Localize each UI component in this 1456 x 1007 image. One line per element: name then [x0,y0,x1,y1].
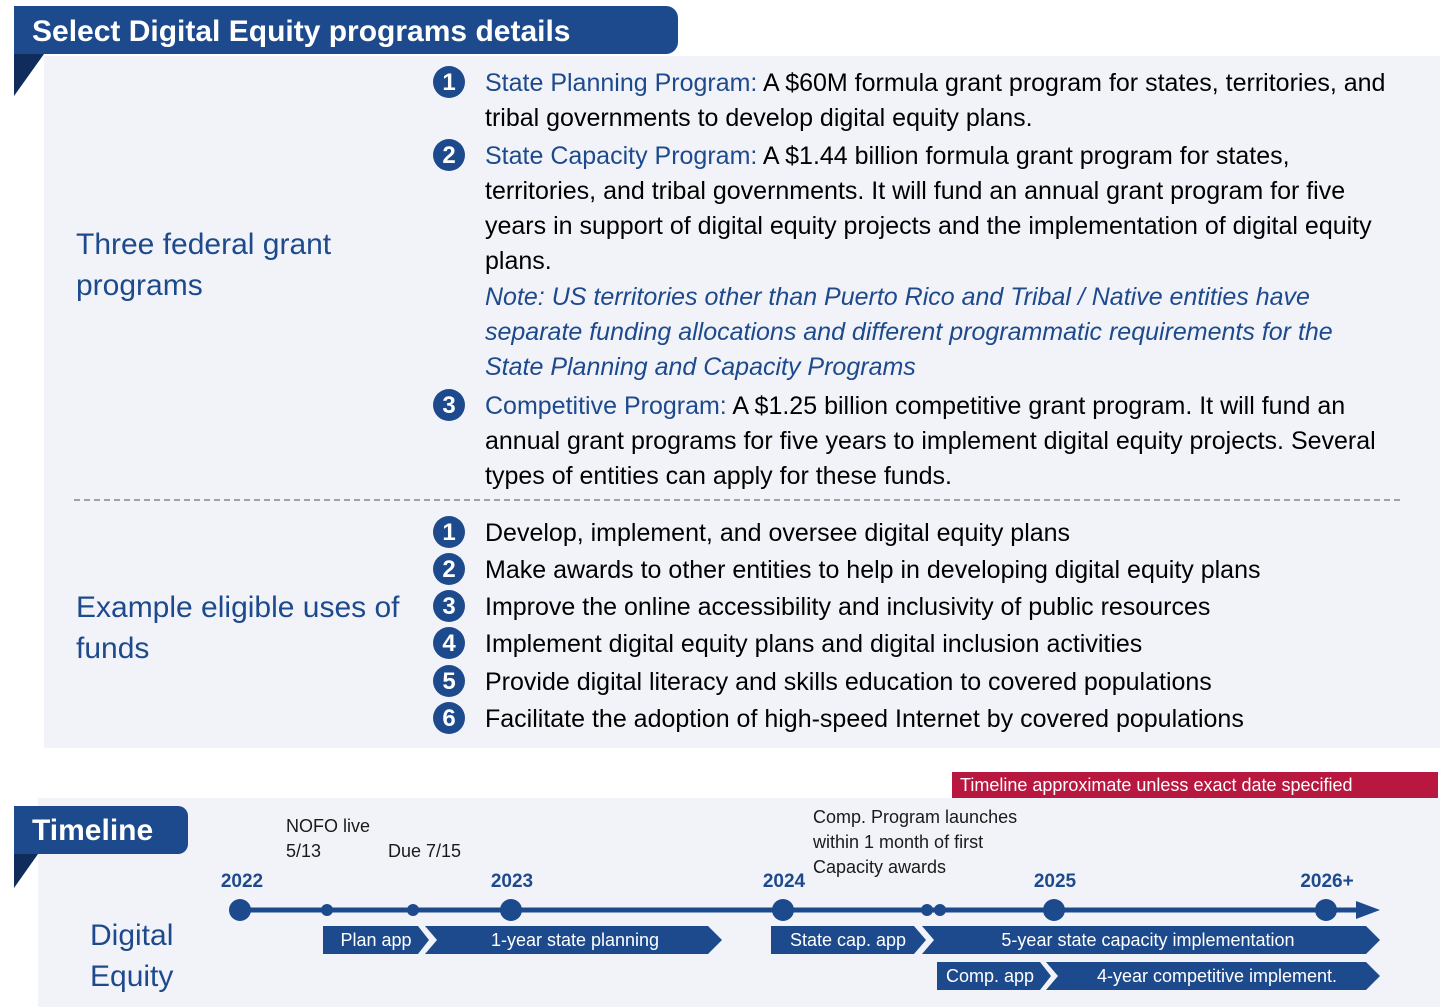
event-marker [934,904,946,916]
number-badge: 2 [433,139,465,171]
axis-arrowhead [1356,901,1380,919]
year-marker [1043,899,1065,921]
phase-label: 4-year competitive implement. [1096,966,1338,986]
nofo-line-2: 5/13 [286,841,322,861]
timeline-title: Timeline [14,806,188,854]
number-badge: 3 [433,590,465,622]
use-text: Facilitate the adoption of high-speed Internet by covered populations [485,705,1244,733]
use-text: Make awards to other entities to help in developing digital equity plans [485,556,1261,584]
year-marker [500,899,522,921]
use-text: Provide digital literacy and skills education to covered populations [485,668,1212,696]
number-badge: 6 [433,702,465,734]
year-marker [1315,899,1337,921]
program-title: State Planning Program: [485,69,758,97]
phase-label: 1-year state planning [490,930,660,950]
page-title: Select Digital Equity programs details [14,6,678,54]
event-marker [921,904,933,916]
use-text: Implement digital equity plans and digital inclusion activities [485,630,1143,658]
timeline-disclaimer: Timeline approximate unless exact date specified [952,772,1438,798]
year-marker [229,899,251,921]
year-marker [772,899,794,921]
number-badge: 3 [433,389,465,421]
programs-label: Three federal grant programs [76,228,332,302]
use-text: Improve the online accessibility and inclusivity of public resources [485,593,1211,621]
program-text: A $60M formula grant program for states, territories, and tribal governments to develop digital equity plans. [485,69,1386,132]
comp-line-2: within 1 month of first [813,832,984,852]
uses-label: Example eligible uses of funds [76,591,400,665]
number-badge: 5 [433,665,465,697]
nofo-line-1: NOFO live [286,816,371,836]
use-text: Develop, implement, and oversee digital equity plans [485,519,1071,547]
number-badge: 1 [433,516,465,548]
phase-label: 5-year state capacity implementation [1001,930,1295,950]
number-badge: 4 [433,627,465,659]
program-text: A $1.25 billion competitive grant program. It will fund an annual grant programs for five years to implement digital equity projects. Several types of entities can apply for these funds. [485,392,1376,490]
number-badge: 2 [433,553,465,585]
event-marker [407,904,419,916]
event-marker [321,904,333,916]
year-label: 2024 [762,871,806,892]
year-label: 2025 [1033,871,1077,892]
phase-label: Comp. app [945,966,1035,986]
program-note: Note: US territories other than Puerto Rico and Tribal / Native entities have separate funding allocations and different programmatic requirements for the State Planning and Capacity Programs [485,283,1333,381]
comp-line-1: Comp. Program launches [813,807,1018,827]
program-title: Competitive Program: [485,392,727,420]
year-label: 2023 [490,871,534,892]
digital-equity-label: Digital Equity [90,919,174,993]
year-label: 2026+ [1300,871,1354,892]
number-badge: 1 [433,66,465,98]
phase-label: State cap. app [789,930,907,950]
phase-label: Plan app [340,930,412,950]
year-label: 2022 [220,871,264,892]
comp-line-3: Capacity awards [813,857,947,877]
program-text: A $1.44 billion formula grant program for states, territories, and tribal governments. It will fund an annual grant program for five years in support of digital equity projects and the implementation of digital equity plans. [485,142,1372,275]
program-title: State Capacity Program: [485,142,758,170]
due-annotation: Due 7/15 [388,841,462,861]
